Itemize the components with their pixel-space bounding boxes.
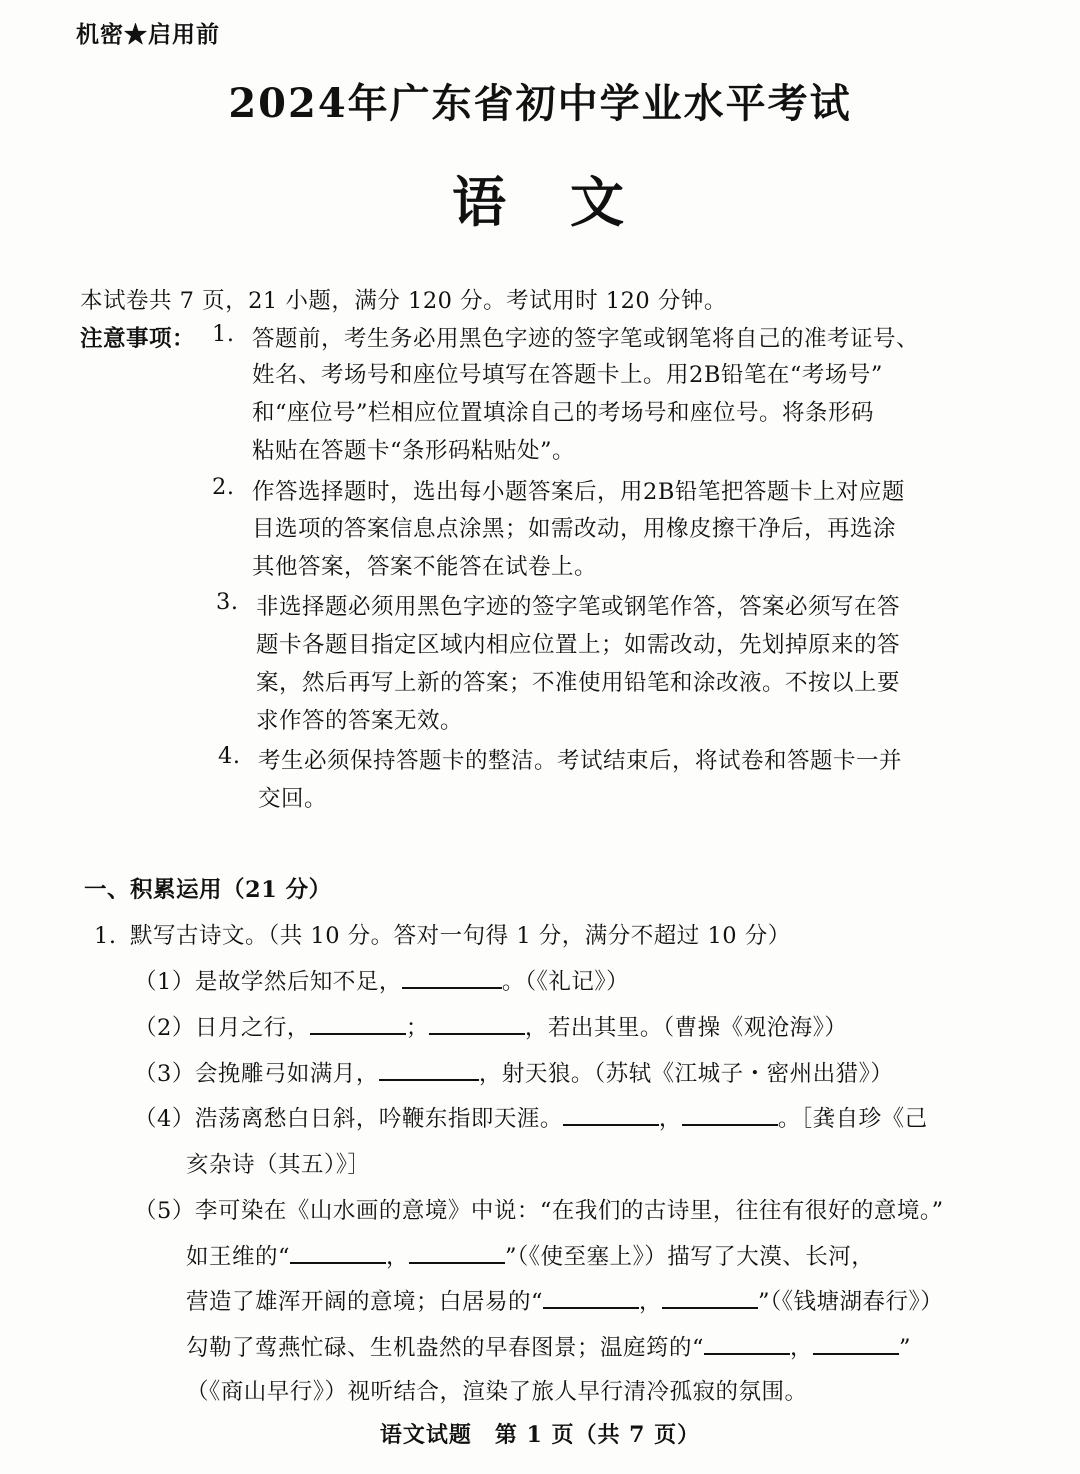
answer-blank[interactable] xyxy=(662,1287,758,1309)
sub-question-2 xyxy=(134,1010,847,1042)
answer-blank[interactable] xyxy=(290,1242,386,1264)
confidential-label: 机密★启用前 xyxy=(76,21,220,48)
sub-question-text: ”（《钱塘湖春行》） xyxy=(758,1289,944,1315)
sub-question-number: （5） xyxy=(134,1198,195,1224)
note-1-line: 粘贴在答题卡“条形码粘贴处”。 xyxy=(252,438,576,464)
sub-question-text: 。［龚自珍《己 xyxy=(777,1106,928,1132)
answer-blank[interactable] xyxy=(402,967,502,989)
note-2-line: 作答选择题时，选出每小题答案后，用2B铅笔把答题卡上对应题 xyxy=(252,479,905,505)
sub-question-number: （4） xyxy=(134,1106,195,1132)
subject-title xyxy=(0,160,1080,237)
sub-question-number: （3） xyxy=(134,1061,195,1087)
question-1-text: 默写古诗文。（共 10 分。答对一句得 1 分，满分不超过 10 分） xyxy=(130,923,791,949)
note-2-number: 2. xyxy=(212,474,235,500)
sub-question-5-line-2 xyxy=(186,1239,874,1271)
sub-question-number: （1） xyxy=(134,969,195,995)
sub-question-text: 。（《礼记》） xyxy=(501,969,630,995)
answer-blank[interactable] xyxy=(429,1013,525,1035)
section-title: 一、积累运用（21 分） xyxy=(84,877,332,903)
note-2-line: 目选项的答案信息点涂黑；如需改动，用橡皮擦干净后，再选涂 xyxy=(252,516,897,542)
sub-question-4-line-2: 亥杂诗（其五）》］ xyxy=(186,1152,371,1178)
sub-question-5-line-5: （《商山早行》）视听结合，渲染了旅人早行清冷孤寂的氛围。 xyxy=(186,1379,808,1405)
sub-question-text: 勾勒了莺燕忙碌、生机盎然的早春图景；温庭筠的“ xyxy=(186,1335,705,1361)
note-3-line: 案，然后再写上新的答案；不准使用铅笔和涂改液。不按以上要 xyxy=(256,670,901,696)
sub-question-5-line-4 xyxy=(186,1330,911,1362)
note-1-line: 姓名、考场号和座位号填写在答题卡上。用2B铅笔在“考场号” xyxy=(252,362,883,388)
note-4-line: 考生必须保持答题卡的整洁。考试结束后，将试卷和答题卡一并 xyxy=(258,748,903,774)
sub-question-number: （2） xyxy=(134,1015,195,1041)
subject-char-2: 文 xyxy=(570,170,628,234)
note-4-number: 4. xyxy=(218,743,241,769)
sub-question-text: 日月之行， xyxy=(194,1015,310,1041)
question-1 xyxy=(94,918,791,950)
sub-question-5 xyxy=(134,1193,944,1225)
sub-question-1 xyxy=(134,964,629,996)
sub-question-text: ， xyxy=(386,1244,410,1270)
sub-question-text: 会挽雕弓如满月， xyxy=(194,1061,379,1087)
sub-question-text: ”（《使至塞上》）描写了大漠、长河， xyxy=(505,1244,875,1270)
notes-label: 注意事项： xyxy=(80,326,196,352)
sub-question-text: 浩荡离愁白日斜，吟鞭东指即天涯。 xyxy=(194,1106,563,1132)
sub-question-4 xyxy=(134,1101,928,1133)
note-1-line: 答题前，考生务必用黑色字迹的签字笔或钢笔将自己的准考证号、 xyxy=(252,326,920,352)
exam-title: 2024年广东省初中学业水平考试 xyxy=(228,80,852,127)
sub-question-text: 是故学然后知不足， xyxy=(194,969,402,995)
answer-blank[interactable] xyxy=(682,1104,778,1126)
sub-question-text: ， xyxy=(658,1106,682,1132)
page-footer: 语文试题 第 1 页（共 7 页） xyxy=(379,1422,701,1448)
sub-question-text: ， xyxy=(639,1289,663,1315)
note-1-number: 1. xyxy=(212,321,235,347)
sub-question-5-line-3 xyxy=(186,1284,943,1316)
note-4-line: 交回。 xyxy=(258,786,328,812)
question-1-number: 1. xyxy=(94,923,117,949)
sub-question-text: ， xyxy=(790,1335,814,1361)
sub-question-3 xyxy=(134,1056,893,1088)
note-3-line: 非选择题必须用黑色字迹的签字笔或钢笔作答，答案必须写在答 xyxy=(256,594,901,620)
sub-question-text: ，射天狼。（苏轼《江城子・密州出猎》） xyxy=(478,1061,894,1087)
sub-question-text: ； xyxy=(405,1015,429,1041)
answer-blank[interactable] xyxy=(813,1333,899,1355)
exam-intro: 本试卷共 7 页，21 小题，满分 120 分。考试用时 120 分钟。 xyxy=(80,288,727,314)
answer-blank[interactable] xyxy=(704,1333,790,1355)
note-2-line: 其他答案，答案不能答在试卷上。 xyxy=(252,554,598,580)
sub-question-text: 如王维的“ xyxy=(186,1244,291,1270)
sub-question-text: 营造了雄浑开阔的意境；白居易的“ xyxy=(186,1289,544,1315)
note-3-line: 题卡各题目指定区域内相应位置上；如需改动，先划掉原来的答 xyxy=(256,632,901,658)
note-3-line: 求作答的答案无效。 xyxy=(256,708,464,734)
answer-blank[interactable] xyxy=(409,1242,505,1264)
note-1-line: 和“座位号”栏相应位置填涂自己的考场号和座位号。将条形码 xyxy=(252,400,875,426)
sub-question-text: ，若出其里。（曹操《观沧海》） xyxy=(524,1015,848,1041)
sub-question-text: ” xyxy=(899,1335,912,1361)
answer-blank[interactable] xyxy=(379,1059,479,1081)
answer-blank[interactable] xyxy=(543,1287,639,1309)
answer-blank[interactable] xyxy=(563,1104,659,1126)
subject-char-1: 语 xyxy=(452,170,510,234)
note-3-number: 3. xyxy=(216,589,239,615)
answer-blank[interactable] xyxy=(310,1013,406,1035)
sub-question-text: 李可染在《山水画的意境》中说：“在我们的古诗里，往往有很好的意境。” xyxy=(194,1198,944,1224)
